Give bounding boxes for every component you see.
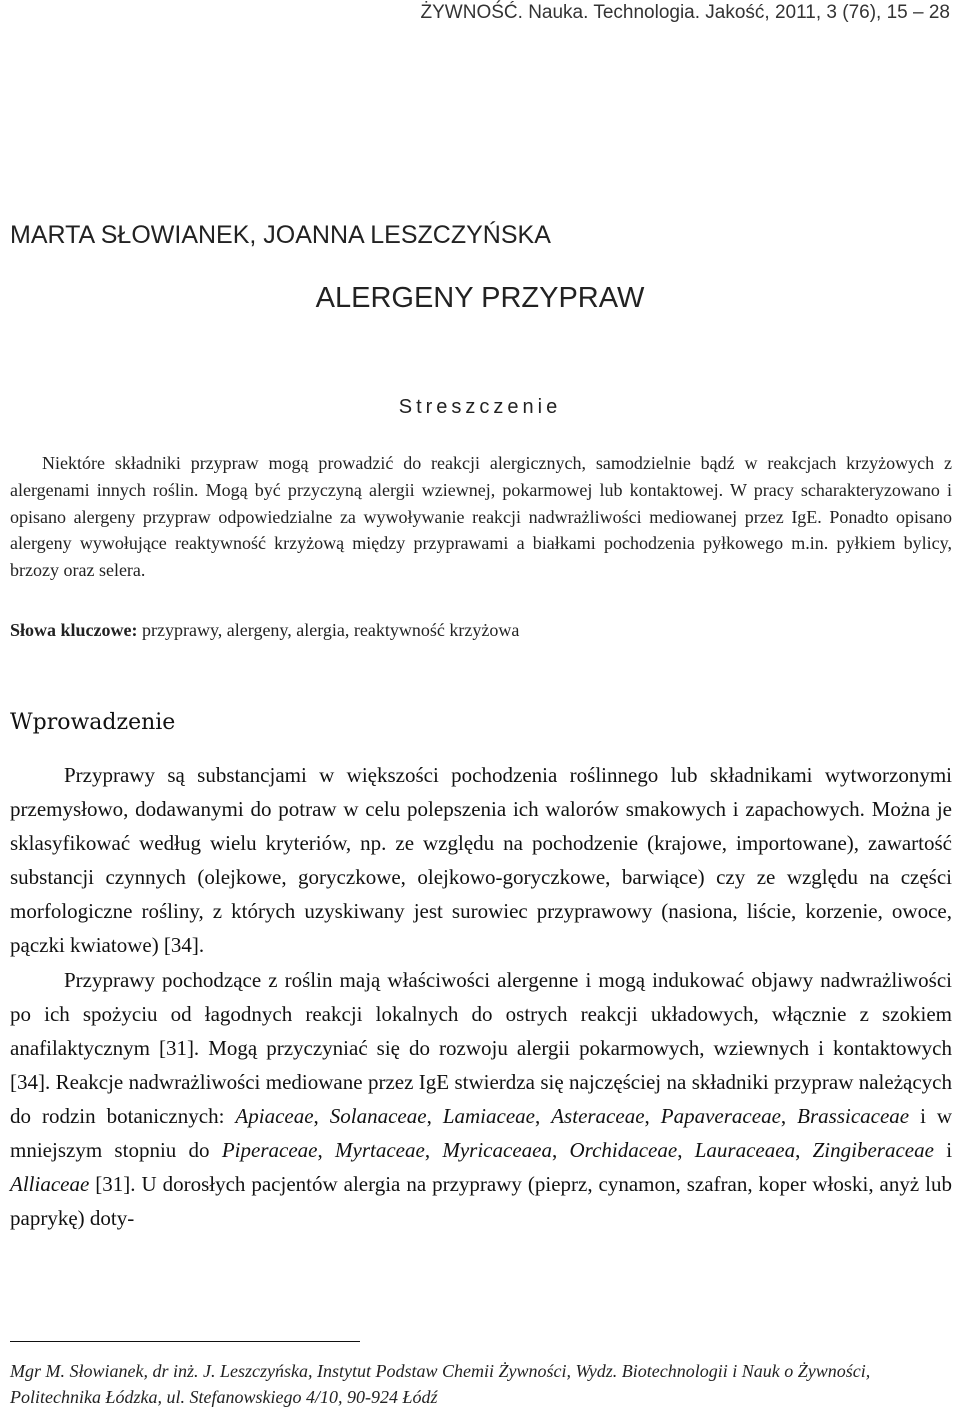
- abstract-text: Niektóre składniki przypraw mogą prowadzić do reakcji alergicznych, samodzielnie bądź w reakcjach krzyżowych z alergenami innych roślin. Mogą być przyczyną alergii wziewnej, pokarmowej lub kontaktowej. W pracy scharakteryzowano i opisano alergeny przypraw odpowiedzialne za wywoływanie reakcji nadwrażliwości mediowanej przez IgE. Ponadto opisano alergeny wywołujące reaktywność krzyżową między przyprawami a białkami pochodzenia pyłkowego m.in. pyłkiem bylicy, brzozy oraz selera.: [10, 453, 952, 581]
- family-name: Lauraceaea: [694, 1138, 796, 1163]
- family-name: Apiaceae: [235, 1103, 314, 1128]
- family-name: Zingiberaceae: [812, 1138, 934, 1163]
- article-title: ALERGENY PRZYPRAW: [315, 282, 645, 314]
- family-name: Solanaceae: [329, 1103, 427, 1128]
- family-name: Asteraceae: [551, 1103, 645, 1128]
- running-head: ŻYWNOŚĆ. Nauka. Technologia. Jakość, 2011, 3 (76), 15 – 28: [420, 2, 950, 23]
- separator: ,: [795, 1138, 813, 1163]
- family-name: Papaveraceae: [660, 1103, 781, 1128]
- separator: ,: [551, 1138, 570, 1163]
- family-name: Myricaceaea: [442, 1138, 552, 1163]
- section-heading: Wprowadzenie: [10, 710, 176, 735]
- paragraph-2: [10, 963, 952, 1236]
- keywords: [10, 620, 952, 641]
- abstract-heading: Streszczenie: [398, 396, 562, 418]
- paragraph-1: Przyprawy są substancjami w większości pochodzenia roślinnego lub składnikami wytworzonymi przemysłowo, dodawanymi do potraw w celu polepszenia ich walorów smakowych i zapachowych. Można je sklasyfikować według wielu kryteriów, np. ze względu na pochodzenie (krajowe, importowane), zawartość substancji czynnych (olejkowe, goryczkowe, olejkowo-goryczkowe, barwiące) czy ze względu na części morfologiczne rośliny, z których uzyskiwany jest surowiec przyprawowy (nasiona, liście, korzenie, owoce, pączki kwiatowe) [34].: [10, 763, 952, 958]
- keywords-label: Słowa kluczowe:: [10, 620, 138, 640]
- separator: ,: [677, 1138, 695, 1163]
- paragraph-2-part-4: [31]. U dorosłych pacjentów alergia na przyprawy (pieprz, cynamon, szafran, koper włoski, anyż lub paprykę) doty-: [10, 1172, 952, 1231]
- family-name: Brassicaceae: [797, 1103, 910, 1128]
- separator: ,: [424, 1138, 443, 1163]
- paragraph-2-part-1: Przyprawy pochodzące z roślin mają właściwości alergenne i mogą indukować objawy nadwrażliwości po ich spożyciu od łagodnych reakcji lokalnych do ostrych reakcji układowych, włącznie z szokiem anafilaktycznym [31]. Mogą przyczyniać się do rozwoju alergii pokarmowych, wziewnych i kontaktowych [34]. Reakcje nadwrażliwości mediowane przez IgE stwierdza się najczęściej na składniki przypraw należących do rodzin botanicznych:: [10, 967, 952, 1128]
- family-name: Orchidaceae: [569, 1138, 678, 1163]
- separator: ,: [644, 1103, 661, 1128]
- separator: ,: [426, 1103, 443, 1128]
- family-name: Myrtaceae: [335, 1138, 425, 1163]
- paragraph-2-part-3: i: [933, 1138, 953, 1163]
- family-name: Lamiaceae: [442, 1103, 535, 1128]
- separator: ,: [313, 1103, 330, 1128]
- paragraph-2-part-2: i w mniejszym stopniu do: [10, 1103, 953, 1163]
- footnote-rule: [10, 1341, 360, 1342]
- separator: ,: [534, 1103, 552, 1128]
- body-text: [10, 758, 952, 1235]
- family-name: Piperaceae: [221, 1138, 318, 1163]
- separator: ,: [317, 1138, 336, 1163]
- keywords-list: przyprawy, alergeny, alergia, reaktywność krzyżowa: [137, 620, 520, 640]
- family-name: Alliaceae: [10, 1172, 90, 1197]
- separator: ,: [780, 1103, 798, 1128]
- authors: MARTA SŁOWIANEK, JOANNA LESZCZYŃSKA: [10, 221, 551, 249]
- author-affiliation-footnote: Mgr M. Słowianek, dr inż. J. Leszczyńska, Instytut Podstaw Chemii Żywności, Wydz. Biotechnologii i Nauk o Żywności, Politechnika Łódzka, ul. Stefanowskiego 4/10, 90-924 Łódź: [10, 1361, 871, 1407]
